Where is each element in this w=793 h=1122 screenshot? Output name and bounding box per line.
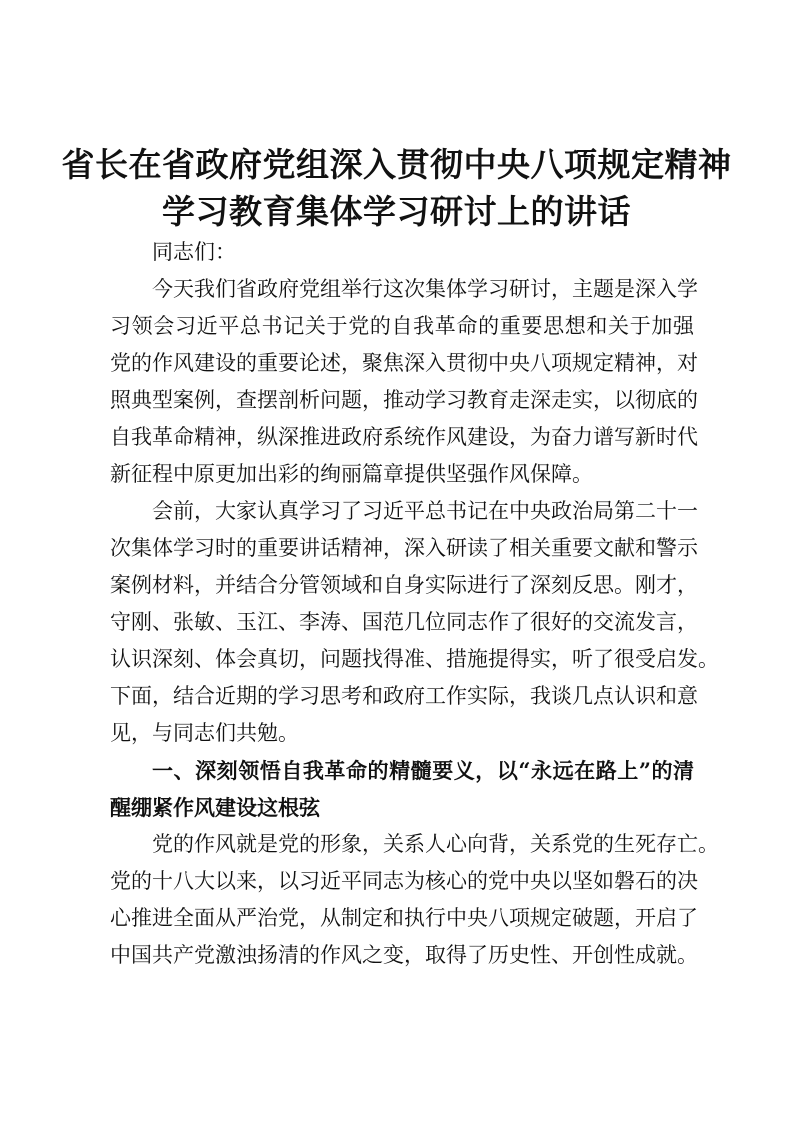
paragraph-2-line: 守刚、张敏、玉江、李涛、国范几位同志作了很好的交流发言，: [110, 610, 698, 634]
paragraph-1-line: 今天我们省政府党组举行这次集体学习研讨，主题是深入学: [152, 277, 698, 301]
paragraph-3-line: 党的十八大以来，以习近平同志为核心的党中央以坚如磐石的决: [110, 869, 698, 893]
paragraph-2-line: 认识深刻、体会真切，问题找得准、措施提得实，听了很受启发。: [110, 647, 719, 671]
paragraph-2-line: 案例材料，并结合分管领域和自身实际进行了深刻反思。刚才，: [110, 573, 698, 597]
paragraph-1-line: 习领会习近平总书记关于党的自我革命的重要思想和关于加强: [110, 314, 694, 338]
paragraph-2-line: 下面，结合近期的学习思考和政府工作实际，我谈几点认识和意: [110, 684, 698, 708]
paragraph-3-line: 心推进全面从严治党，从制定和执行中央八项规定破题，开启了: [110, 906, 698, 930]
section-heading-1-line: 一、深刻领悟自我革命的精髓要义，以“永远在路上”的清: [152, 758, 694, 783]
paragraph-1-line: 自我革命精神，纵深推进政府系统作风建设，为奋力谱写新时代: [110, 425, 698, 449]
document-title-line-2: 学习教育集体学习研讨上的讲话: [162, 192, 631, 231]
paragraph-3-line: 中国共产党激浊扬清的作风之变，取得了历史性、开创性成就。: [110, 943, 698, 967]
paragraph-2-line: 见，与同志们共勉。: [110, 721, 299, 745]
salutation: 同志们：: [152, 240, 236, 264]
paragraph-1-line: 照典型案例，查摆剖析问题，推动学习教育走深走实，以彻底的: [110, 388, 698, 412]
section-heading-1-line: 醒绷紧作风建设这根弦: [110, 795, 320, 820]
paragraph-2-line: 会前，大家认真学习了习近平总书记在中央政治局第二十一: [152, 499, 698, 523]
document-title-line-1: 省长在省政府党组深入贯彻中央八项规定精神: [61, 145, 732, 184]
paragraph-1-line: 新征程中原更加出彩的绚丽篇章提供坚强作风保障。: [110, 462, 593, 486]
paragraph-3-line: 党的作风就是党的形象，关系人心向背，关系党的生死存亡。: [152, 832, 719, 856]
paragraph-2-line: 次集体学习时的重要讲话精神，深入研读了相关重要文献和警示: [110, 536, 698, 560]
paragraph-1-line: 党的作风建设的重要论述，聚焦深入贯彻中央八项规定精神，对: [110, 351, 698, 375]
